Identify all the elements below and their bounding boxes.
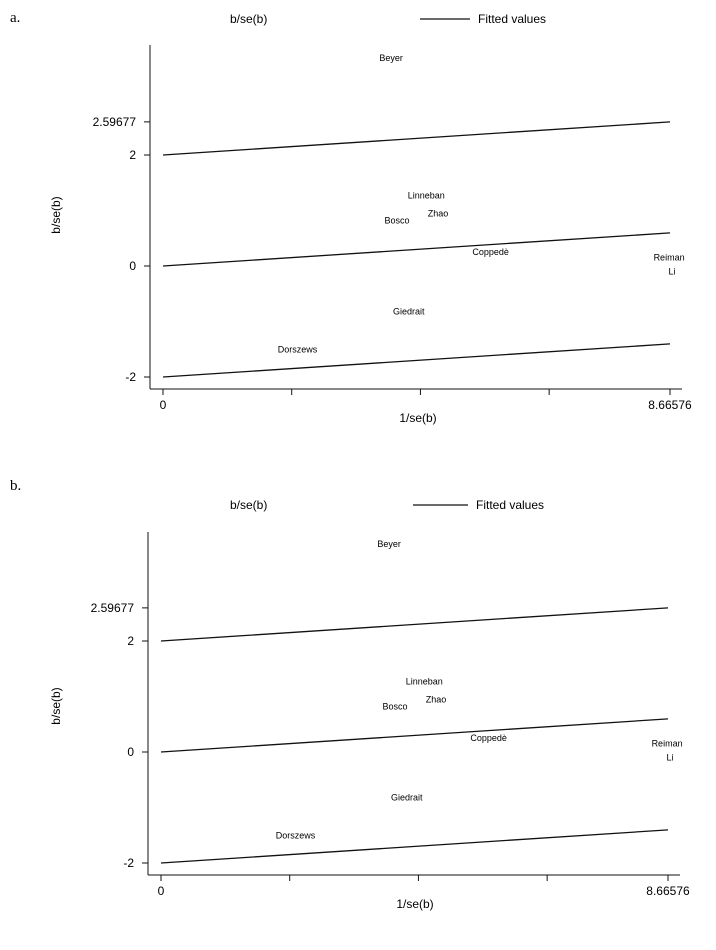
legend-entry-fitted: Fitted values (476, 498, 545, 512)
point-label-bosco: Bosco (382, 701, 408, 712)
y-tick-label: 2 (129, 148, 136, 162)
y-tick-label: -2 (123, 856, 134, 870)
point-label-reiman: Reiman (653, 252, 685, 263)
x-tick-label: 0 (157, 884, 165, 898)
fitted-line-lower (161, 830, 668, 863)
point-label-li: Li (668, 266, 676, 277)
legend-entry-markers: b/se(b) (230, 12, 268, 26)
y-axis-title: b/se(b) (49, 687, 63, 725)
x-tick-label: 0 (159, 398, 167, 412)
point-label-copped: Coppedè (470, 733, 507, 744)
point-label-giedrait: Giedrait (390, 792, 423, 803)
fitted-line-fitted (161, 719, 668, 752)
fitted-line-upper (161, 608, 668, 641)
point-label-giedrait: Giedrait (392, 306, 425, 317)
point-label-copped: Coppedè (472, 247, 509, 258)
x-tick-label: 8.66576 (646, 884, 690, 898)
y-tick-label: 2.59677 (90, 600, 134, 615)
legend-entry-markers: b/se(b) (230, 498, 268, 512)
fitted-line-upper (163, 122, 670, 155)
point-label-reiman: Reiman (651, 738, 683, 749)
y-axis-title: b/se(b) (49, 196, 63, 234)
x-tick-label: 8.66576 (648, 398, 692, 412)
point-label-bosco: Bosco (384, 215, 410, 226)
point-label-beyer: Beyer (379, 52, 403, 63)
y-tick-label: 0 (127, 745, 134, 759)
legend-entry-fitted: Fitted values (478, 12, 547, 26)
y-tick-label: 0 (129, 259, 136, 273)
y-tick-label: 2.59677 (92, 114, 136, 129)
point-label-linneban: Linneban (405, 676, 443, 687)
point-label-linneban: Linneban (407, 190, 445, 201)
y-tick-label: -2 (125, 370, 136, 384)
fitted-line-fitted (163, 233, 670, 266)
point-label-zhao: Zhao (427, 208, 449, 219)
y-tick-label: 2 (127, 634, 134, 648)
chart-b-svg (0, 475, 716, 950)
x-axis-title: 1/se(b) (396, 897, 434, 911)
panel-letter: a. (10, 10, 21, 26)
point-label-zhao: Zhao (425, 694, 447, 705)
point-label-dorszews: Dorszews (277, 344, 318, 355)
x-axis-title: 1/se(b) (399, 411, 437, 425)
fitted-line-lower (163, 344, 670, 377)
chart-panel-b (0, 475, 716, 950)
panel-letter: b. (10, 478, 22, 494)
point-label-li: Li (666, 752, 674, 763)
point-label-dorszews: Dorszews (275, 830, 316, 841)
point-label-beyer: Beyer (377, 538, 401, 549)
